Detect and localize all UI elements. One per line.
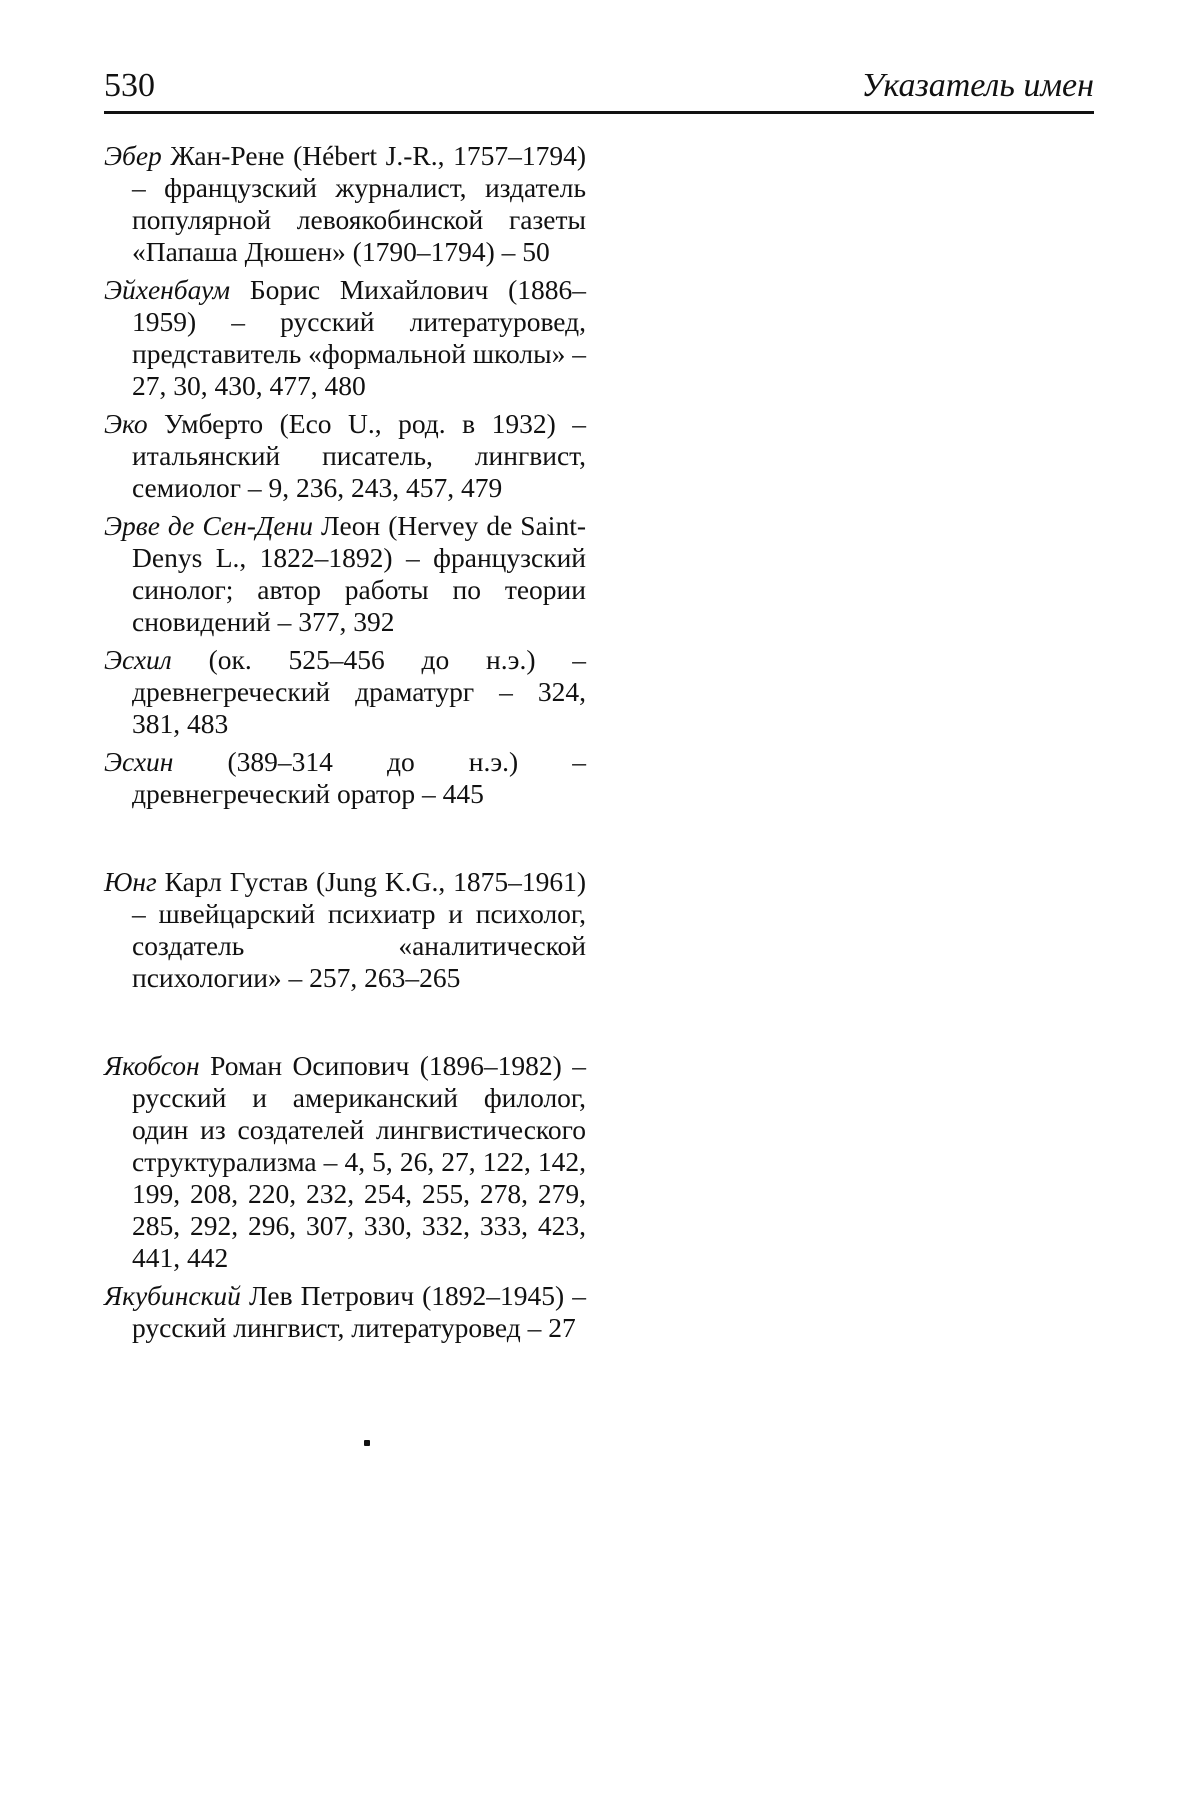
entry-text: Жан-Рене (Hébert J.-R., 1757–1794) – французский журналист, издатель популярной левоякобинской газеты «Папаша Дюшен» (1790–1794) – 50	[132, 140, 586, 267]
entry-name: Якобсон	[104, 1050, 200, 1081]
entry-name: Эсхин	[104, 746, 174, 777]
entry-text: Леон (Hervey de Saint-Denys L., 1822–1892) – французский синолог; автор работы по теории сновидений – 377, 392	[132, 510, 586, 637]
entry-name: Эбер	[104, 140, 162, 171]
index-entry	[104, 746, 586, 810]
stray-ink-mark	[364, 1440, 370, 1446]
entry-text: Умберто (Eco U., род. в 1932) – итальянский писатель, лингвист, семиолог – 9, 236, 243, 457, 479	[132, 408, 586, 503]
index-entry	[104, 510, 586, 638]
entry-text: Борис Михайлович (1886–1959) – русский литературовед, представитель «формальной школы» – 27, 30, 430, 477, 480	[132, 274, 586, 401]
index-entry	[104, 1050, 586, 1274]
entry-name: Юнг	[104, 866, 157, 897]
index-entry	[104, 408, 586, 504]
entry-text: (ок. 525–456 до н.э.) – древнегреческий драматург – 324, 381, 483	[132, 644, 586, 739]
entry-name: Якубинский	[104, 1280, 241, 1311]
running-head: Указатель имен	[861, 67, 1094, 104]
entry-text: Лев Петрович (1892–1945) – русский лингвист, литературовед – 27	[132, 1280, 586, 1343]
name-index-list	[104, 140, 586, 1344]
entry-name: Эйхенбаум	[104, 274, 231, 305]
entry-name: Эко	[104, 408, 148, 439]
entry-name: Эрве де Сен-Дени	[104, 510, 314, 541]
index-entry	[104, 1280, 586, 1344]
index-entry	[104, 644, 586, 740]
page-header	[104, 62, 1094, 114]
page-number: 530	[104, 67, 155, 104]
entry-text: Карл Густав (Jung K.G., 1875–1961) – швейцарский психиатр и психолог, создатель «аналитической психологии» – 257, 263–265	[132, 866, 586, 993]
index-entry	[104, 274, 586, 402]
index-entry	[104, 140, 586, 268]
entry-text: Роман Осипович (1896–1982) – русский и американский филолог, один из создателей лингвистического структурализма – 4, 5, 26, 27, 122, 142, 199, 208, 220, 232, 254, 255, 278, 279, 285, 292, 296, 307, 330, 332, 333, 423, 441, 442	[132, 1050, 586, 1273]
index-entry	[104, 866, 586, 994]
entry-name: Эсхил	[104, 644, 172, 675]
header-rule	[104, 111, 1094, 114]
entry-text: (389–314 до н.э.) – древнегреческий оратор – 445	[132, 746, 586, 809]
